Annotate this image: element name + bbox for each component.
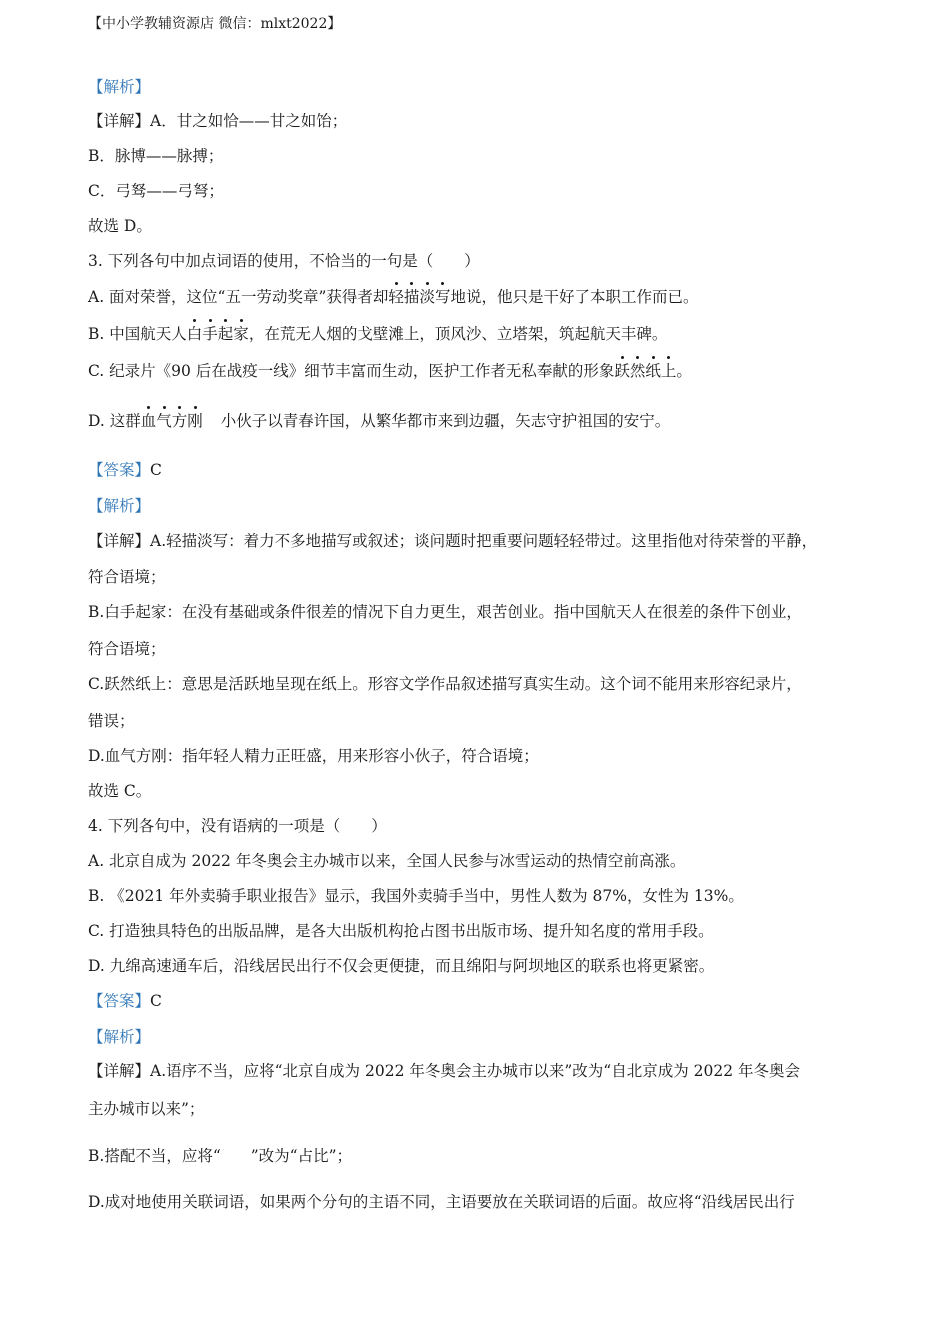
q2-detail-b: B．脉博——脉搏；: [88, 147, 224, 165]
dotted-char: 描: [403, 288, 420, 306]
answer-tag: 【答案】: [88, 461, 151, 479]
dotted-char: 血: [140, 412, 157, 430]
dotted-char: 写: [434, 288, 451, 306]
detail-text: A.语序不当，应将“北京自成为 2022 年冬奥会主办城市以来”改为“自北京成为 2022 年冬奥会: [150, 1062, 801, 1080]
answer-value: C: [150, 992, 162, 1010]
q2-detail-c: C．弓驽——弓弩；: [88, 182, 224, 200]
detail-text: A．甘之如恰——甘之如饴；: [150, 112, 348, 130]
q3-option-a: [88, 286, 698, 308]
dotted-char: 方: [171, 412, 188, 430]
q3-analysis-tag: 【解析】: [88, 497, 151, 515]
dotted-char: 轻: [388, 288, 404, 306]
option-text: 小伙子以青春许国，从繁华都市来到边疆，矢志守护祖国的安宁。: [220, 412, 671, 430]
q4-detail-a-cont: 主办城市以来”；: [88, 1100, 205, 1118]
detail-tag: 【详解】: [88, 112, 151, 130]
option-text: A. 面对荣誉，这位“五一劳动奖章”获得者却: [88, 288, 389, 306]
q3-detail-c-cont: 错误；: [88, 712, 135, 730]
q2-analysis-tag: 【解析】: [88, 78, 151, 96]
q4-analysis-tag: 【解析】: [88, 1028, 151, 1046]
option-text: D. 这群: [88, 412, 141, 430]
q3-detail-a-cont: 符合语境；: [88, 568, 166, 586]
dotted-char: 上: [660, 362, 677, 380]
detail-tag: 【详解】: [88, 1062, 151, 1080]
q3-detail-b-cont: 符合语境；: [88, 640, 166, 658]
answer-value: C: [150, 461, 162, 479]
dotted-char: 起: [217, 325, 234, 343]
dotted-char: 气: [156, 412, 172, 430]
q2-conclusion: 故选 D。: [88, 217, 152, 235]
option-text: C. 纪录片《90 后在战疫一线》细节丰富而生动，医护工作者无私奉献的形象: [88, 362, 615, 380]
q4-detail-d: D.成对地使用关联词语，如果两个分句的主语不同，主语要放在关联词语的后面。故应将“沿线居民出行: [88, 1193, 795, 1211]
detail-text: A.轻描淡写：着力不多地描写或叙述；谈问题时把重要问题轻轻带过。这里指他对待荣誉的平静，: [150, 532, 818, 550]
detail-text: ”改为“占比”；: [250, 1147, 353, 1165]
q3-detail-b: B.白手起家：在没有基础或条件很差的情况下自力更生，艰苦创业。指中国航天人在很差的条件下创业，: [88, 603, 802, 621]
q4-stem: 4. 下列各句中，没有语病的一项是（ ）: [88, 817, 387, 835]
q4-answer: [88, 990, 162, 1012]
page-header: 【中小学教辅资源店 微信：mlxt2022】: [88, 16, 342, 32]
q4-option-a: A. 北京自成为 2022 年冬奥会主办城市以来，全国人民参与冰雪运动的热情空前高涨。: [88, 852, 686, 870]
dotted-char: 淡: [419, 288, 435, 306]
option-text: ，在荒无人烟的戈壁滩上，顶风沙、立塔架，筑起航天丰碑。: [248, 325, 668, 343]
dotted-char: 跃: [614, 362, 630, 380]
detail-text: B.搭配不当，应将“: [88, 1147, 221, 1165]
option-text: B. 中国航天人: [88, 325, 187, 343]
dotted-char: 手: [202, 325, 218, 343]
q3-detail-d: D.血气方刚：指年轻人精力正旺盛，用来形容小伙子，符合语境；: [88, 747, 539, 765]
option-text: 地说，他只是干好了本职工作而已。: [450, 288, 699, 306]
option-text: 。: [676, 362, 692, 380]
q4-option-d: D. 九绵高速通车后，沿线居民出行不仅会更便捷，而且绵阳与阿坝地区的联系也将更紧密。: [88, 957, 715, 975]
q3-option-d: [88, 410, 670, 432]
q3-option-c: [88, 360, 692, 382]
q3-detail-c: C.跃然纸上：意思是活跃地呈现在纸上。形容文学作品叙述描写真实生动。这个词不能用来形容纪录片，: [88, 675, 802, 693]
dotted-char: 然: [629, 362, 646, 380]
q2-detail-a: [88, 110, 347, 132]
q4-option-c: C. 打造独具特色的出版品牌，是各大出版机构抢占图书出版市场、提升知名度的常用手段。: [88, 922, 714, 940]
dotted-char: 纸: [645, 362, 661, 380]
q4-option-b: B. 《2021 年外卖骑手职业报告》显示，我国外卖骑手当中，男性人数为 87%，女性为 13%。: [88, 887, 744, 905]
dotted-char: 白: [186, 325, 203, 343]
dotted-char: 刚: [187, 412, 203, 430]
q3-conclusion: 故选 C。: [88, 782, 152, 800]
answer-tag: 【答案】: [88, 992, 151, 1010]
q4-detail-a: [88, 1060, 800, 1082]
detail-tag: 【详解】: [88, 532, 151, 550]
q4-detail-b: [88, 1145, 352, 1167]
q3-detail-a: [88, 530, 817, 552]
q3-stem: 3. 下列各句中加点词语的使用，不恰当的一句是（ ）: [88, 252, 480, 270]
q3-option-b: [88, 323, 667, 345]
dotted-char: 家: [233, 325, 249, 343]
q3-answer: [88, 459, 162, 481]
